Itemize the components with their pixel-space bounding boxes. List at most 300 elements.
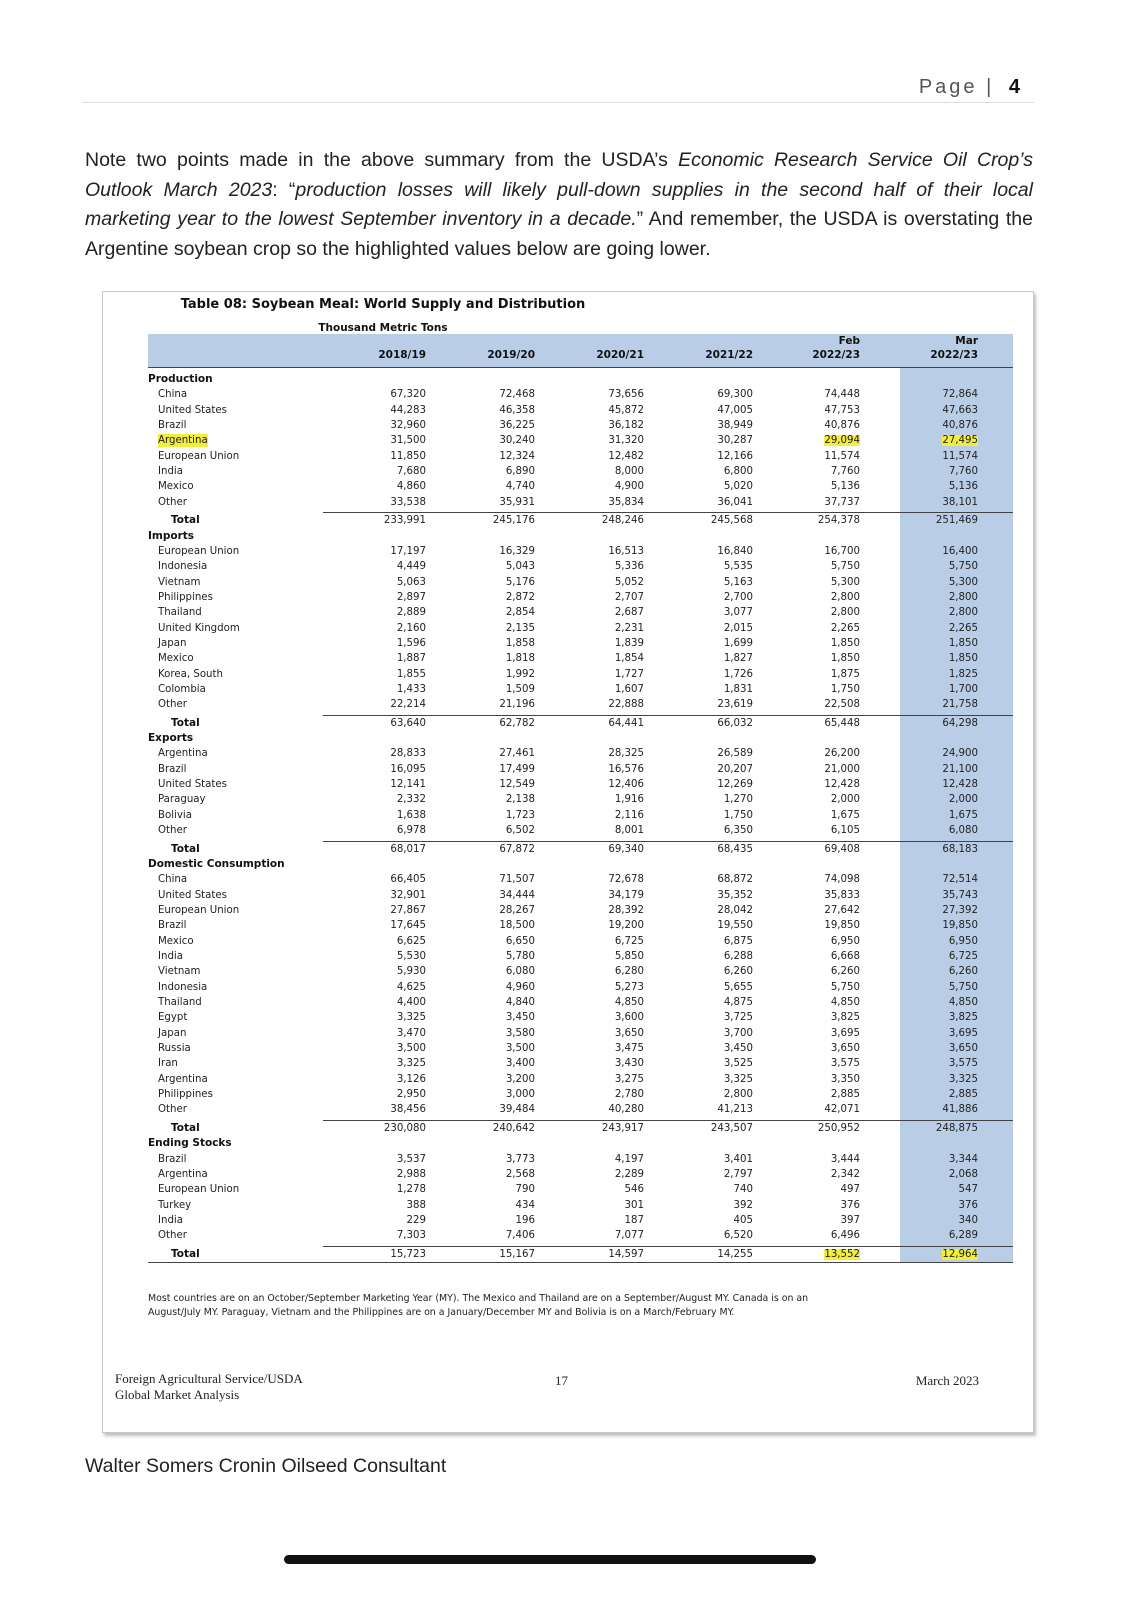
table-cell: 11,574 — [942, 450, 978, 462]
table-cell: 35,352 — [717, 889, 753, 901]
table-cell: 22,508 — [824, 699, 860, 711]
table-cell: 2,885 — [830, 1089, 860, 1101]
table-cell: 37,737 — [824, 496, 860, 508]
table-cell: 434 — [515, 1199, 535, 1211]
table-cell: 1,433 — [396, 684, 426, 695]
table-cell — [790, 434, 860, 447]
table-cell: 2,885 — [948, 1089, 978, 1101]
row-label: Argentina — [158, 1073, 208, 1085]
column-header-year: 2019/20 — [487, 349, 535, 361]
table-cell: 2,800 — [830, 607, 860, 619]
table-cell: 3,773 — [505, 1153, 535, 1165]
row-label: United States — [158, 889, 227, 901]
row-label: Brazil — [158, 420, 187, 432]
table-cell: 5,300 — [948, 576, 978, 588]
column-header-top — [574, 334, 644, 348]
table-cell: 2,800 — [948, 607, 978, 619]
table-cell: 34,179 — [608, 889, 644, 901]
table-cell: 16,400 — [942, 545, 978, 557]
table-cell: 30,240 — [499, 435, 535, 447]
table-cell: 5,043 — [505, 561, 535, 573]
total-cell: 68,183 — [942, 843, 978, 855]
table-cell: 1,854 — [614, 653, 644, 665]
table-cell: 47,005 — [717, 404, 753, 416]
table-cell: 2,289 — [614, 1168, 644, 1180]
column-header-top: Mar — [955, 335, 978, 347]
table-cell: 790 — [515, 1184, 535, 1196]
table-cell: 5,052 — [614, 576, 644, 588]
table-cell: 1,858 — [505, 637, 535, 649]
table-cell: 72,864 — [942, 389, 978, 401]
total-rule — [323, 1246, 1013, 1247]
table-cell: 196 — [515, 1214, 535, 1226]
row-label: Mexico — [158, 935, 194, 947]
column-header-year: 2020/21 — [596, 349, 644, 361]
highlighted-value: 13,552 — [824, 1248, 860, 1260]
row-label: Argentina — [158, 1168, 208, 1180]
table-cell: 1,850 — [830, 637, 860, 649]
table-cell: 72,468 — [499, 389, 535, 401]
table-cell: 1,699 — [723, 637, 753, 649]
row-label: Vietnam — [158, 576, 201, 588]
table-cell: 21,100 — [942, 763, 978, 775]
table-cell: 35,743 — [942, 889, 978, 901]
table-cell: 2,780 — [614, 1089, 644, 1101]
row-label: Argentina — [158, 748, 208, 760]
total-cell: 14,255 — [717, 1248, 753, 1260]
row-label: Russia — [158, 1043, 191, 1055]
table-cell: 4,850 — [614, 997, 644, 1008]
table-cell: 2,568 — [505, 1168, 535, 1180]
row-label: United States — [158, 779, 227, 791]
table-cell: 2,332 — [396, 794, 426, 806]
table-cell: 3,525 — [723, 1058, 753, 1070]
table-cell: 3,695 — [830, 1027, 860, 1039]
table-cell: 40,876 — [824, 420, 860, 432]
total-cell — [790, 1248, 860, 1261]
table-cell: 2,800 — [948, 591, 978, 603]
table-cell: 1,850 — [830, 653, 860, 665]
table-cell: 2,988 — [396, 1168, 426, 1180]
table-cell: 27,642 — [824, 904, 860, 916]
table-cell: 1,887 — [396, 653, 426, 665]
section-heading: Exports — [148, 732, 194, 745]
table-cell: 6,260 — [830, 966, 860, 978]
table-cell: 5,750 — [948, 561, 978, 573]
row-label: Iran — [158, 1058, 178, 1070]
table-cell: 12,166 — [717, 450, 753, 462]
table-subtitle: Thousand Metric Tons — [318, 322, 448, 334]
table-cell: 6,080 — [505, 966, 535, 978]
intro-source-title: Economic Research Service Oil Crop’s Outlook March 2023 — [85, 149, 1033, 201]
table-cell: 19,550 — [717, 920, 753, 932]
table-cell: 3,200 — [505, 1073, 535, 1085]
table-title: Table 08: Soybean Meal: World Supply and Distribution — [180, 297, 586, 312]
highlighted-value: 29,094 — [824, 435, 860, 447]
table-cell: 1,596 — [396, 637, 426, 649]
table-cell: 2,797 — [723, 1168, 753, 1180]
table-cell: 740 — [733, 1184, 753, 1196]
row-label: United States — [158, 404, 227, 416]
table-cell: 6,289 — [948, 1230, 978, 1242]
table-cell: 3,700 — [723, 1027, 753, 1039]
table-cell: 21,758 — [942, 699, 978, 711]
table-cell: 1,278 — [396, 1184, 426, 1196]
table-cell: 33,538 — [390, 496, 426, 508]
table-cell: 5,780 — [505, 950, 535, 962]
table-cell: 2,000 — [830, 794, 860, 806]
table-cell: 74,098 — [824, 874, 860, 886]
table-cell: 19,200 — [608, 920, 644, 932]
table-cell: 6,875 — [723, 935, 753, 947]
table-cell: 21,196 — [499, 699, 535, 711]
table-cell: 1,992 — [505, 668, 535, 680]
table-cell: 7,760 — [948, 466, 978, 478]
table-cell: 36,225 — [499, 420, 535, 432]
footer-date: March 2023 — [915, 1373, 979, 1388]
table-cell: 2,889 — [396, 607, 426, 619]
row-label: United Kingdom — [158, 622, 240, 634]
row-label: European Union — [158, 1184, 240, 1196]
table-cell: 5,535 — [723, 561, 753, 573]
table-cell: 2,116 — [614, 809, 644, 821]
table-cell: 12,428 — [824, 779, 860, 791]
table-cell: 1,916 — [614, 794, 644, 806]
row-label: China — [158, 389, 188, 401]
footer-agency-line1: Foreign Agricultural Service/USDA — [115, 1371, 303, 1386]
table-cell: 1,675 — [830, 809, 860, 821]
table-cell: 1,839 — [614, 637, 644, 649]
row-label: Philippines — [158, 591, 213, 603]
table-cell: 72,514 — [942, 874, 978, 886]
table-cell: 3,126 — [396, 1073, 426, 1085]
footer-page-number: 17 — [555, 1373, 568, 1388]
table-cell: 2,872 — [505, 591, 535, 603]
table-cell: 2,138 — [505, 794, 535, 806]
table-cell: 6,350 — [723, 825, 753, 837]
table-cell: 17,197 — [390, 545, 426, 557]
row-label: Egypt — [158, 1012, 188, 1024]
row-label: European Union — [158, 545, 240, 557]
table-cell: 35,931 — [499, 496, 535, 508]
total-cell: 254,378 — [817, 515, 860, 527]
row-label: India — [158, 950, 184, 962]
total-label: Total — [171, 716, 200, 729]
table-cell: 3,401 — [723, 1153, 753, 1165]
table-cell: 2,700 — [723, 591, 753, 603]
row-label: Argentina — [158, 435, 208, 447]
table-cell: 6,260 — [948, 966, 978, 978]
table-cell: 17,645 — [390, 920, 426, 932]
table-cell: 1,855 — [396, 668, 426, 680]
table-cell: 16,329 — [499, 545, 535, 557]
row-label: Thailand — [158, 997, 202, 1008]
table-cell: 6,725 — [614, 935, 644, 947]
table-cell: 3,650 — [830, 1043, 860, 1055]
table-cell: 376 — [840, 1199, 860, 1211]
column-header-top — [356, 334, 426, 348]
table-cell: 392 — [733, 1199, 753, 1211]
total-rule — [323, 1120, 1013, 1121]
table-cell: 4,875 — [723, 997, 753, 1008]
table-cell: 547 — [958, 1184, 978, 1196]
table-cell: 12,269 — [717, 779, 753, 791]
table-cell: 27,461 — [499, 748, 535, 760]
table-cell: 6,890 — [505, 466, 535, 478]
table-cell: 6,496 — [830, 1230, 860, 1242]
table-cell: 12,428 — [942, 779, 978, 791]
table-cell: 3,430 — [614, 1058, 644, 1070]
total-cell: 250,952 — [817, 1122, 860, 1134]
column-header — [356, 334, 426, 362]
table-cell: 5,655 — [723, 981, 753, 993]
total-rule — [323, 512, 1013, 513]
table-cell: 16,700 — [824, 545, 860, 557]
table-cell: 16,513 — [608, 545, 644, 557]
total-cell: 248,875 — [935, 1122, 978, 1134]
table-cell: 1,750 — [723, 809, 753, 821]
table-cell: 32,901 — [390, 889, 426, 901]
table-cell: 20,207 — [717, 763, 753, 775]
table-cell: 546 — [624, 1184, 644, 1196]
total-cell — [908, 1248, 978, 1261]
table-cell: 340 — [958, 1214, 978, 1226]
total-cell: 64,298 — [942, 717, 978, 729]
table-cell: 5,176 — [505, 576, 535, 588]
table-cell: 2,800 — [723, 1089, 753, 1101]
total-label: Total — [171, 1247, 200, 1260]
column-header-top — [683, 334, 753, 348]
table-cell: 4,740 — [505, 481, 535, 493]
author-line: Walter Somers Cronin Oilseed Consultant — [85, 1455, 447, 1477]
total-cell: 68,017 — [390, 843, 426, 855]
table-cell: 397 — [840, 1214, 860, 1226]
table-cell: 3,650 — [614, 1027, 644, 1039]
row-label: India — [158, 466, 184, 478]
table-cell: 8,000 — [614, 466, 644, 478]
total-cell: 245,568 — [710, 515, 753, 527]
row-label: Colombia — [158, 684, 206, 695]
total-cell: 69,408 — [824, 843, 860, 855]
table-cell: 11,850 — [390, 450, 426, 462]
table-cell: 4,400 — [396, 997, 426, 1008]
total-cell: 15,723 — [390, 1248, 426, 1260]
table-cell: 38,456 — [390, 1104, 426, 1116]
table-cell: 5,750 — [830, 981, 860, 993]
table-cell: 3,475 — [614, 1043, 644, 1055]
total-label: Total — [171, 842, 200, 855]
total-label: Total — [171, 514, 200, 527]
table-cell: 4,850 — [830, 997, 860, 1008]
table-cell: 73,656 — [608, 389, 644, 401]
table-cell: 3,825 — [830, 1012, 860, 1024]
table-cell: 4,197 — [614, 1153, 644, 1165]
total-cell: 245,176 — [492, 515, 535, 527]
row-label: Bolivia — [158, 809, 192, 821]
table-cell: 3,725 — [723, 1012, 753, 1024]
table-cell: 3,580 — [505, 1027, 535, 1039]
table-cell: 1,727 — [614, 668, 644, 680]
table-cell: 5,850 — [614, 950, 644, 962]
table-cell: 5,930 — [396, 966, 426, 978]
table-cell: 2,800 — [830, 591, 860, 603]
table-cell: 6,520 — [723, 1230, 753, 1242]
table-cell: 497 — [840, 1184, 860, 1196]
table-cell: 405 — [733, 1214, 753, 1226]
table-cell: 3,325 — [723, 1073, 753, 1085]
column-header-year: 2022/23 — [812, 349, 860, 361]
total-cell: 14,597 — [608, 1248, 644, 1260]
table-cell: 22,214 — [390, 699, 426, 711]
table-cell: 7,760 — [830, 466, 860, 478]
table-cell: 34,444 — [499, 889, 535, 901]
total-cell: 230,080 — [383, 1122, 426, 1134]
total-cell: 68,435 — [717, 843, 753, 855]
total-rule — [323, 841, 1013, 842]
table-cell: 7,077 — [614, 1230, 644, 1242]
table-cell: 3,350 — [830, 1073, 860, 1085]
total-cell: 63,640 — [390, 717, 426, 729]
table-cell: 26,200 — [824, 748, 860, 760]
table-cell: 22,888 — [608, 699, 644, 711]
table-cell: 1,638 — [396, 809, 426, 821]
table-cell: 2,231 — [614, 622, 644, 634]
row-label: Other — [158, 1104, 187, 1116]
row-label: Brazil — [158, 1153, 187, 1165]
table-cell: 5,750 — [948, 981, 978, 993]
table-cell: 3,400 — [505, 1058, 535, 1070]
total-cell: 248,246 — [601, 515, 644, 527]
table-cell: 6,080 — [948, 825, 978, 837]
table-cell: 24,900 — [942, 748, 978, 760]
table-cell: 30,287 — [717, 435, 753, 447]
table-cell: 4,860 — [396, 481, 426, 493]
column-header — [908, 334, 978, 362]
table-cell: 40,876 — [942, 420, 978, 432]
table-cell: 6,800 — [723, 466, 753, 478]
table-bottom-rule — [148, 1262, 1013, 1263]
table-cell: 46,358 — [499, 404, 535, 416]
table-cell: 1,509 — [505, 684, 535, 695]
table-cell: 3,444 — [830, 1153, 860, 1165]
table-cell — [908, 434, 978, 447]
row-label: Paraguay — [158, 794, 206, 806]
table-cell: 3,600 — [614, 1012, 644, 1024]
table-cell: 19,850 — [942, 920, 978, 932]
table-cell: 3,077 — [723, 607, 753, 619]
table-cell: 2,707 — [614, 591, 644, 603]
table-cell: 301 — [624, 1199, 644, 1211]
total-cell: 66,032 — [717, 717, 753, 729]
row-label: Philippines — [158, 1089, 213, 1101]
row-label: Vietnam — [158, 966, 201, 978]
table-cell: 16,576 — [608, 763, 644, 775]
table-cell: 2,015 — [723, 622, 753, 634]
table-cell: 12,141 — [390, 779, 426, 791]
total-cell: 251,469 — [935, 515, 978, 527]
table-cell: 28,325 — [608, 748, 644, 760]
page-number-label: Page | 4 — [918, 76, 1020, 98]
table-cell: 47,663 — [942, 404, 978, 416]
row-label: Indonesia — [158, 981, 208, 993]
page-label-text: Page — [918, 76, 978, 98]
table-cell: 5,750 — [830, 561, 860, 573]
column-header-year: 2021/22 — [705, 349, 753, 361]
table-cell: 28,042 — [717, 904, 753, 916]
column-header-top — [465, 334, 535, 348]
header-divider — [82, 102, 1034, 103]
table-cell: 18,500 — [499, 920, 535, 932]
row-label: European Union — [158, 450, 240, 462]
row-label: Mexico — [158, 481, 194, 493]
section-heading: Production — [148, 373, 213, 385]
row-label: Brazil — [158, 920, 187, 932]
total-label: Total — [171, 1121, 200, 1134]
table-cell: 3,325 — [948, 1073, 978, 1085]
section-heading: Imports — [148, 529, 195, 542]
table-cell: 6,950 — [830, 935, 860, 947]
total-cell: 240,642 — [492, 1122, 535, 1134]
intro-text-1: Note two points made in the above summary from the USDA’s — [85, 149, 679, 171]
total-cell: 69,340 — [608, 843, 644, 855]
table-cell: 1,675 — [948, 809, 978, 821]
footer-agency-line2: Global Market Analysis — [115, 1387, 240, 1402]
home-indicator-bar[interactable] — [284, 1555, 816, 1564]
row-label: Japan — [158, 1027, 187, 1039]
row-label: Other — [158, 699, 187, 711]
total-cell: 65,448 — [824, 717, 860, 729]
table-cell: 69,300 — [717, 389, 753, 401]
table-cell: 47,753 — [824, 404, 860, 416]
row-label: European Union — [158, 904, 240, 916]
table-cell: 28,833 — [390, 748, 426, 760]
table-cell: 2,897 — [396, 591, 426, 603]
table-cell: 27,867 — [390, 904, 426, 916]
table-cell: 2,265 — [948, 622, 978, 634]
table-cell: 3,500 — [396, 1043, 426, 1055]
table-cell: 1,831 — [723, 684, 753, 695]
row-label: Indonesia — [158, 561, 208, 573]
table-cell: 3,275 — [614, 1073, 644, 1085]
row-label: Mexico — [158, 653, 194, 665]
table-cell: 4,900 — [614, 481, 644, 493]
table-cell: 3,325 — [396, 1058, 426, 1070]
table-cell: 35,833 — [824, 889, 860, 901]
table-cell: 5,020 — [723, 481, 753, 493]
table-cell: 4,449 — [396, 561, 426, 573]
table-cell: 229 — [406, 1214, 426, 1226]
total-cell: 15,167 — [499, 1248, 535, 1260]
column-header-year: 2022/23 — [930, 349, 978, 361]
table-cell: 3,000 — [505, 1089, 535, 1101]
table-cell: 5,530 — [396, 950, 426, 962]
table-cell: 3,575 — [830, 1058, 860, 1070]
table-cell: 7,406 — [505, 1230, 535, 1242]
table-cell: 16,840 — [717, 545, 753, 557]
row-label: Turkey — [158, 1199, 192, 1211]
table-cell: 3,537 — [396, 1153, 426, 1165]
intro-text-2: : “ — [272, 178, 296, 201]
table-cell: 6,105 — [830, 825, 860, 837]
table-cell: 28,267 — [499, 904, 535, 916]
section-heading: Ending Stocks — [148, 1137, 232, 1150]
table-cell: 16,095 — [390, 763, 426, 775]
table-cell: 187 — [624, 1214, 644, 1226]
table-cell: 3,450 — [505, 1012, 535, 1024]
table-cell: 32,960 — [390, 420, 426, 432]
table-cell: 2,068 — [948, 1168, 978, 1180]
highlighted-value: 12,964 — [942, 1248, 978, 1260]
